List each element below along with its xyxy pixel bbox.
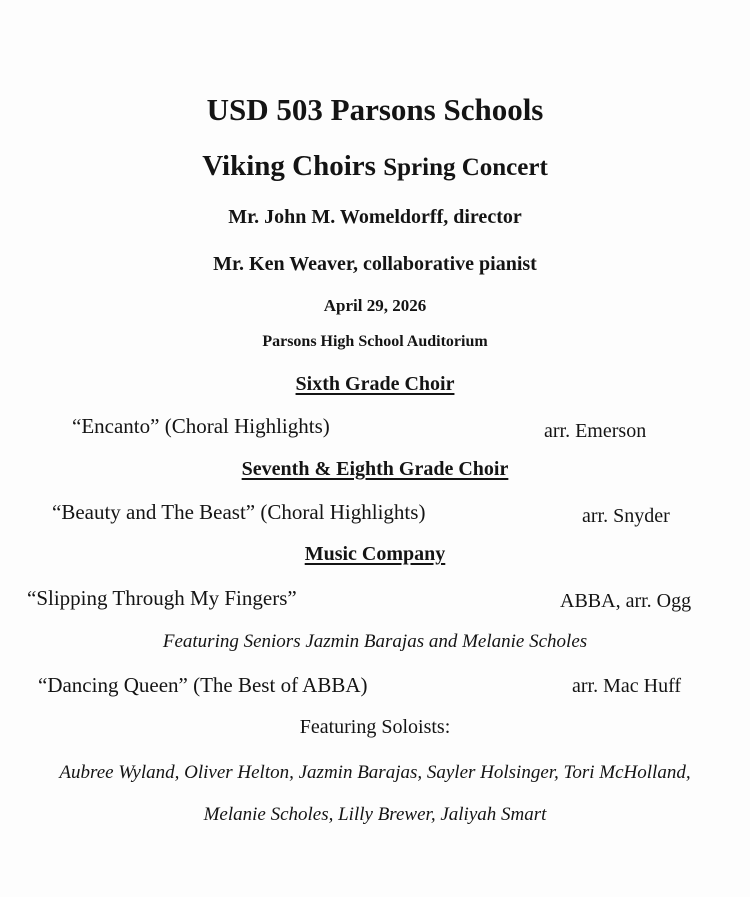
piece-title: “Dancing Queen” (The Best of ABBA) (38, 673, 368, 697)
concert-title-main: Viking Choirs (202, 150, 376, 182)
director-credit: Mr. John M. Womeldorff, director (228, 206, 522, 228)
piece-arranger: arr. Mac Huff (572, 675, 682, 697)
soloists-list-line: Melanie Scholes, Lilly Brewer, Jaliyah Smart (203, 804, 547, 825)
school-title: USD 503 Parsons Schools (206, 92, 544, 127)
piece-arranger: arr. Snyder (582, 505, 670, 527)
concert-date: April 29, 2026 (323, 296, 427, 315)
concert-venue: Parsons High School Auditorium (262, 333, 488, 350)
featuring-note: Featuring Seniors Jazmin Barajas and Melanie Scholes (162, 631, 588, 652)
piece-title: “Slipping Through My Fingers” (27, 586, 297, 610)
soloists-list-line: Aubree Wyland, Oliver Helton, Jazmin Barajas, Sayler Holsinger, Tori McHolland, (59, 762, 691, 783)
section-heading-music-company: Music Company (304, 543, 446, 565)
piece-title: “Encanto” (Choral Highlights) (72, 414, 330, 438)
piece-arranger: arr. Emerson (544, 420, 647, 442)
pianist-credit: Mr. Ken Weaver, collaborative pianist (213, 253, 537, 275)
section-heading-sixth-grade: Sixth Grade Choir (295, 373, 455, 395)
concert-title (0, 150, 750, 183)
piece-arranger: ABBA, arr. Ogg (560, 590, 692, 612)
section-heading-seventh-eighth: Seventh & Eighth Grade Choir (241, 458, 509, 480)
concert-title-rest: Spring Concert (383, 154, 548, 181)
soloists-label: Featuring Soloists: (299, 716, 451, 738)
piece-title: “Beauty and The Beast” (Choral Highlights) (52, 500, 426, 524)
